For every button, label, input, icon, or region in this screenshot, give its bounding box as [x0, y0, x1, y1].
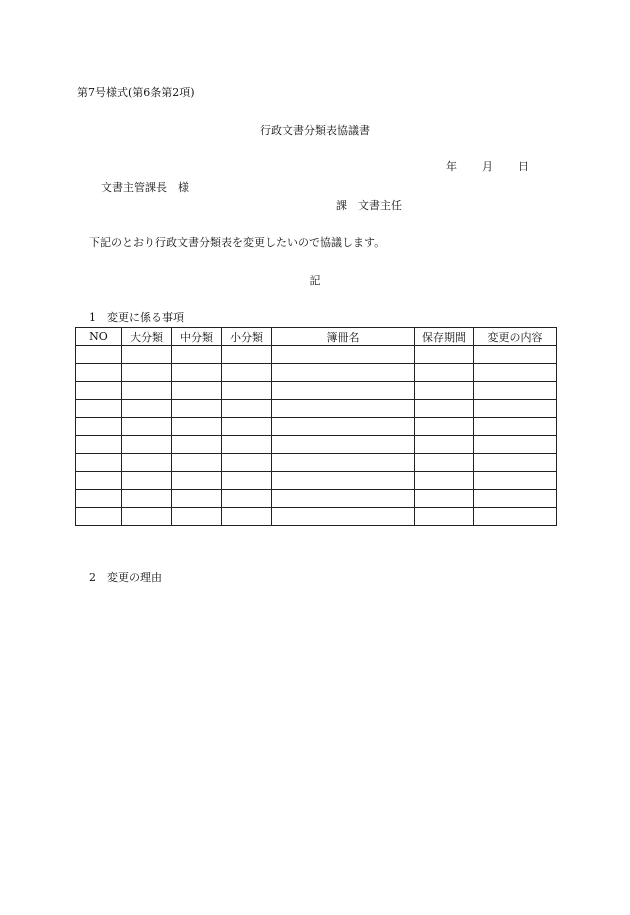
table-row — [76, 436, 557, 454]
table-cell — [272, 472, 415, 490]
table-header-row — [76, 328, 557, 346]
table-cell — [474, 382, 557, 400]
column-header-major-category: 大分類 — [122, 328, 172, 346]
table-cell — [172, 346, 222, 364]
table-cell — [222, 382, 272, 400]
table-cell — [76, 382, 122, 400]
date-line — [446, 160, 529, 174]
table-cell — [474, 508, 557, 526]
table-cell — [222, 454, 272, 472]
table-row — [76, 472, 557, 490]
table-cell — [172, 508, 222, 526]
table-cell — [272, 346, 415, 364]
table-cell — [474, 418, 557, 436]
table-cell — [222, 490, 272, 508]
table-cell — [415, 490, 474, 508]
table-cell — [415, 346, 474, 364]
table-cell — [172, 418, 222, 436]
table-row — [76, 454, 557, 472]
table-cell — [272, 490, 415, 508]
document-title: 行政文書分類表協議書 — [260, 124, 370, 137]
table-cell — [76, 346, 122, 364]
table-cell — [76, 508, 122, 526]
table-cell — [474, 436, 557, 454]
table-cell — [122, 454, 172, 472]
table-row — [76, 346, 557, 364]
addressee: 文書主管課長 様 — [101, 181, 189, 194]
table-body — [76, 346, 557, 526]
table-cell — [272, 508, 415, 526]
table-cell — [272, 382, 415, 400]
table-cell — [172, 400, 222, 418]
table-cell — [76, 472, 122, 490]
table-cell — [272, 436, 415, 454]
table-cell — [415, 508, 474, 526]
table-cell — [272, 400, 415, 418]
table-cell — [122, 490, 172, 508]
table-row — [76, 364, 557, 382]
table-row — [76, 382, 557, 400]
column-header-middle-category: 中分類 — [172, 328, 222, 346]
table-cell — [222, 418, 272, 436]
section2-heading: 2 変更の理由 — [89, 571, 162, 584]
sender: 課 文書主任 — [336, 199, 402, 212]
table-cell — [222, 364, 272, 382]
table-row — [76, 508, 557, 526]
column-header-change-details: 変更の内容 — [474, 328, 557, 346]
table-cell — [122, 382, 172, 400]
table-cell — [272, 418, 415, 436]
table-cell — [172, 490, 222, 508]
table-cell — [172, 454, 222, 472]
table-cell — [474, 400, 557, 418]
date-month: 月 — [482, 160, 493, 173]
table-cell — [172, 382, 222, 400]
table-cell — [172, 436, 222, 454]
table-cell — [122, 508, 172, 526]
column-header-minor-category: 小分類 — [222, 328, 272, 346]
table-row — [76, 400, 557, 418]
table-cell — [76, 400, 122, 418]
table-cell — [474, 364, 557, 382]
table-cell — [415, 436, 474, 454]
table-cell — [272, 364, 415, 382]
table-cell — [222, 436, 272, 454]
table-cell — [122, 400, 172, 418]
table-cell — [415, 454, 474, 472]
table-cell — [415, 382, 474, 400]
table-cell — [415, 400, 474, 418]
table-cell — [222, 400, 272, 418]
table-cell — [222, 508, 272, 526]
date-day: 日 — [518, 160, 529, 173]
column-header-retention-period: 保存期間 — [415, 328, 474, 346]
table-cell — [76, 364, 122, 382]
change-table — [75, 327, 557, 526]
table-cell — [172, 364, 222, 382]
table-cell — [474, 472, 557, 490]
table-cell — [272, 454, 415, 472]
table-cell — [122, 418, 172, 436]
table-cell — [122, 472, 172, 490]
table-row — [76, 490, 557, 508]
ki-mark: 記 — [309, 274, 321, 287]
table-cell — [415, 472, 474, 490]
table-cell — [415, 364, 474, 382]
table-cell — [76, 454, 122, 472]
section1-heading: 1 変更に係る事項 — [89, 311, 184, 324]
table-cell — [172, 472, 222, 490]
body-text: 下記のとおり行政文書分類表を変更したいので協議します。 — [89, 236, 386, 249]
table-cell — [222, 472, 272, 490]
table-row — [76, 418, 557, 436]
table-cell — [222, 346, 272, 364]
table-cell — [122, 364, 172, 382]
column-header-no: NO — [76, 328, 122, 346]
column-header-ledger-name: 簿冊名 — [272, 328, 415, 346]
table-cell — [474, 346, 557, 364]
date-year: 年 — [446, 160, 457, 173]
table-cell — [122, 346, 172, 364]
table-cell — [415, 418, 474, 436]
table-cell — [474, 454, 557, 472]
table-cell — [76, 490, 122, 508]
form-number: 第7号様式(第6条第2項) — [77, 86, 195, 99]
table-cell — [474, 490, 557, 508]
table-cell — [122, 436, 172, 454]
table-cell — [76, 418, 122, 436]
table-cell — [76, 436, 122, 454]
